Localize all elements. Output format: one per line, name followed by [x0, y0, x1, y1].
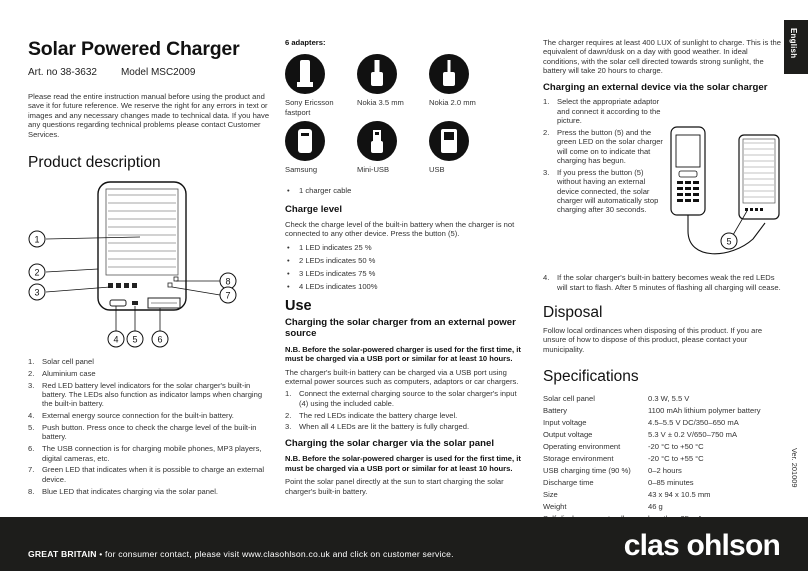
version-label: Ver. 201009 [790, 448, 799, 488]
list-item: 4. External energy source connection for the built-in battery. [28, 411, 234, 421]
adapter-nokia-3-5: Nokia 3.5 mm [357, 54, 429, 117]
use-steps-1 [285, 389, 525, 431]
spec-value: -20 °C to +55 °C [648, 454, 704, 464]
list-item: 3. Red LED battery level indicators for the solar charger's built-in battery. The LEDs also function as indicator lamps when charging the built-in battery. [28, 380, 263, 409]
adapter-icon [357, 54, 397, 94]
spec-value: 0–2 hours [648, 466, 682, 476]
spec-key: Solar cell panel [543, 394, 595, 404]
list-item: 5. Push button. Press once to check the charge level of the built-in battery. [28, 423, 257, 442]
language-tab: English [784, 20, 808, 74]
external-device-step-4 [543, 273, 783, 292]
list-item: • 4 LEDs indicates 100% [285, 282, 525, 291]
charge-level-heading: Charge level [285, 204, 343, 216]
spec-value: 1100 mAh lithium polymer battery [648, 406, 761, 416]
spec-value: 5.3 V ± 0.2 V/650–750 mA [648, 430, 738, 440]
callout-6: 6 [157, 334, 163, 345]
external-device-steps [543, 97, 663, 215]
list-item: 2. Aluminium case [28, 368, 96, 378]
adapter-usb: USB [429, 121, 501, 174]
spec-key: Weight [543, 502, 567, 512]
use-text-1: The charger's built-in battery can be charged via a USB port using external power sources such as computers, adaptors or car chargers. [285, 367, 519, 386]
spec-key: Operating environment [543, 442, 621, 452]
article-number: Art. no 38-3632 [28, 67, 97, 78]
spec-key: USB charging time (90 %) [543, 466, 631, 476]
specifications-heading: Specifications [543, 368, 639, 386]
adapter-mini-usb: Mini-USB [357, 121, 429, 174]
spec-value: 0–85 minutes [648, 478, 694, 488]
spec-key: Input voltage [543, 418, 587, 428]
spec-value: -20 °C to +50 °C [648, 442, 704, 452]
external-device-heading: Charging an external device via the solar charger [543, 81, 768, 93]
list-item: 2. The red LEDs indicate the battery charge level. [285, 410, 458, 420]
spec-value: 46 g [648, 502, 663, 512]
callout-2: 2 [34, 267, 40, 278]
list-item: 4. If the solar charger's built-in battery becomes weak the red LEDs will start to flash. After 5 minutes of flashing all charging will cease. [543, 273, 781, 292]
page-title: Solar Powered Charger [28, 38, 240, 60]
adapter-sony-ericsson: Sony Ericsson fastport [285, 54, 357, 117]
model-number: Model MSC2009 [120, 67, 196, 78]
adapter-samsung: Samsung [285, 121, 357, 174]
footer-bar [0, 517, 808, 571]
product-parts-list [28, 357, 272, 496]
charger-case [98, 182, 186, 310]
product-description-heading: Product description [28, 154, 161, 172]
use-note-1: N.B. Before the solar-powered charger is used for the first time, it must be charged via a USB port or similar for at least 10 hours. [285, 344, 521, 364]
disposal-text: Follow local ordinances when disposing of this product. If you are unsure of how to dispose of this product, please contact your municipality. [543, 325, 763, 354]
adapter-icon [285, 54, 325, 94]
brand-logo: clas ohlson [623, 529, 780, 562]
use-heading: Use [285, 297, 312, 314]
external-device-section [543, 97, 783, 273]
list-item: 1. Solar cell panel [28, 357, 94, 367]
intro-paragraph: Please read the entire instruction manual before using the product and save it for future reference. We reserve the right for any errors in text or images and any necessary changes made to technical data. If you have any questions regarding technical problems please contact Customer Services. [28, 92, 270, 139]
list-item: • 1 charger cable [285, 186, 525, 195]
specifications-table [543, 394, 783, 526]
spec-value: 43 x 94 x 10.5 mm [648, 490, 711, 500]
spec-key: Size [543, 490, 558, 500]
callout-3: 3 [34, 287, 40, 298]
phone-charging-illustration [661, 119, 783, 269]
use-note-2: N.B. Before the solar-powered charger is used for the first time, it must be charged via a USB port or similar for at least 10 hours. [285, 454, 521, 473]
callout-5: 5 [132, 334, 138, 345]
list-item: • 2 LEDs indicates 50 % [285, 256, 525, 265]
adapters-heading: 6 adapters: [285, 38, 326, 47]
adapter-icon [285, 121, 325, 161]
spec-key: Output voltage [543, 430, 593, 440]
product-diagram [28, 179, 272, 349]
phone-screen [676, 135, 700, 167]
list-item: • 3 LEDs indicates 75 % [285, 269, 525, 278]
adapters-grid [285, 54, 525, 174]
column-3 [543, 38, 783, 526]
spec-value: 0.3 W, 5.5 V [648, 394, 690, 404]
cable-list [285, 186, 525, 195]
list-item: 3. If you press the button (5) without having an external device connected, the solar charger will automatically stop charging after 30 seconds. [543, 167, 659, 215]
footer-contact-text: • for consumer contact, please visit www.clasohlson.co.uk and click on customer service. [96, 549, 454, 559]
adapter-icon [429, 121, 469, 161]
adapter-icon [357, 121, 397, 161]
spec-key: Storage environment [543, 454, 614, 464]
use-subheading-external: Charging the solar charger from an external power source [285, 316, 516, 340]
disposal-heading: Disposal [543, 303, 603, 321]
list-item: 1. Select the appropriate adaptor and connect it according to the picture. [543, 97, 661, 125]
list-item: 6. The USB connection is for charging mobile phones, MP3 players, digital cameras, etc. [28, 444, 262, 463]
use-text-2: Point the solar panel directly at the sun to start charging the solar charger's built-in battery. [285, 477, 504, 496]
callout-8: 8 [225, 276, 231, 287]
spec-key: Battery [543, 406, 568, 416]
callout-1: 1 [34, 234, 40, 245]
footer-contact [28, 549, 454, 559]
use-subheading-solar: Charging the solar charger via the solar panel [285, 437, 494, 449]
input-port [110, 300, 126, 306]
sunlight-requirement-text: The charger requires at least 400 LUX of sunlight to charge. This is the equivalent of dawn/dusk on a day with good weather. In ideal conditions, with the solar cell directed towards strong sunlight, the battery will take 20 hours to charge. [543, 38, 781, 76]
column-1 [28, 38, 272, 498]
list-item: 2. Press the button (5) and the green LED on the solar charger will come on to indicate that charging has begun. [543, 127, 663, 165]
list-item: 7. Green LED that indicates when it is possible to charge an external device. [28, 465, 265, 484]
list-item: 1. Connect the external charging source to the solar charger's input (4) using the included cable. [285, 389, 517, 408]
spec-value: 4.5–5.5 V DC/350–650 mA [648, 418, 739, 428]
list-item: 8. Blue LED that indicates charging via the solar panel. [28, 486, 219, 496]
solar-charger-illustration [28, 179, 272, 349]
footer-country: GREAT BRITAIN [28, 549, 97, 559]
callout-7: 7 [225, 290, 231, 301]
callout-4: 4 [113, 334, 119, 345]
list-item: 3. When all 4 LEDs are lit the battery is fully charged. [285, 422, 470, 432]
adapter-nokia-2-0: Nokia 2.0 mm [429, 54, 501, 117]
charge-level-list [285, 243, 525, 291]
push-button [132, 301, 138, 305]
figure-callout-5: 5 [726, 236, 732, 247]
spec-key: Discharge time [543, 478, 594, 488]
charge-level-text: Check the charge level of the built-in battery when the charger is not connected to any other device. Press the button (5). [285, 219, 515, 238]
charger-body [739, 135, 779, 219]
adapter-icon [429, 54, 469, 94]
list-item: • 1 LED indicates 25 % [285, 243, 525, 252]
column-2 [285, 38, 525, 496]
article-number-line [28, 67, 272, 78]
